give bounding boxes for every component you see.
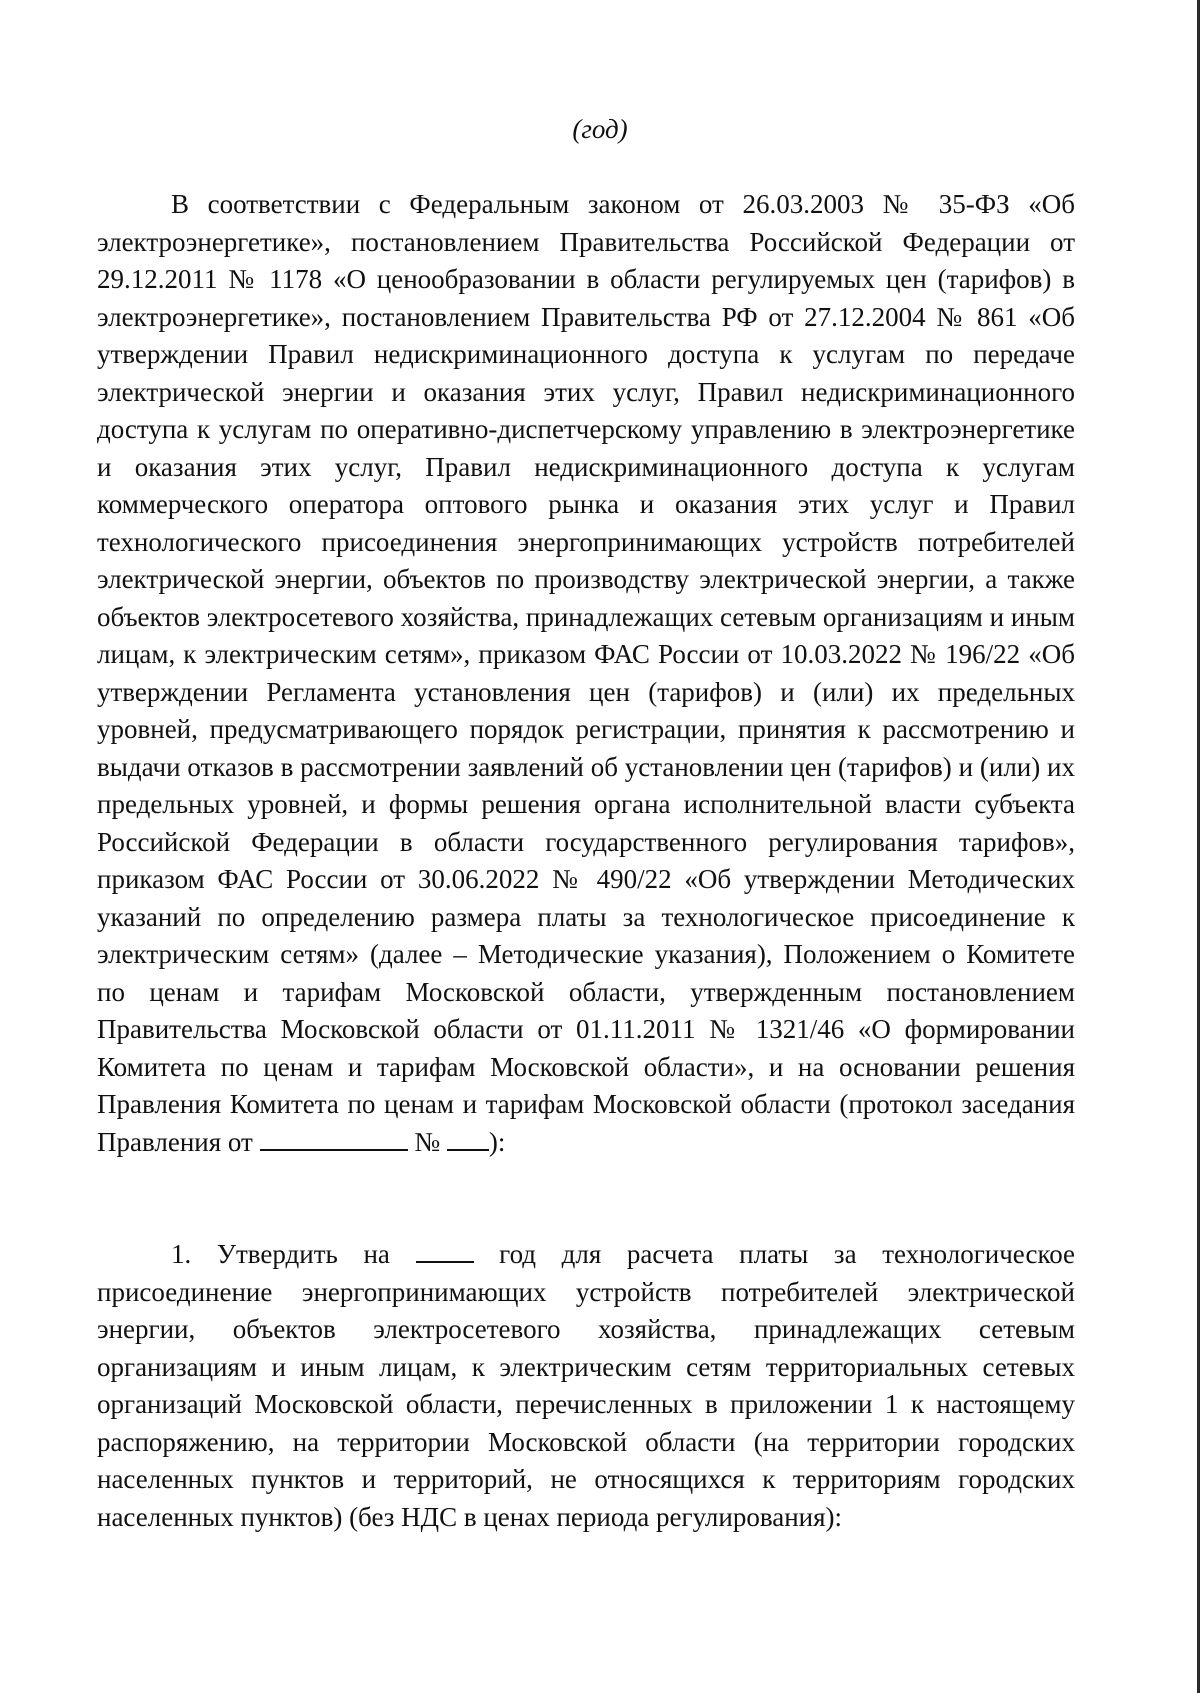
preamble-text: В соответствии с Федеральным законом от 26.03.2003 № 35-ФЗ «Об электроэнергетике», постановлением Правительства Российской Федерации от 29.12.2011 № 1178 «О ценообразовании в области регулируемых цен (тарифов) в электроэнергетике», постановлением Правительства РФ от 27.12.2004 № 861 «Об утверждении Правил недискриминационного доступа к услугам по передаче электрической энергии и оказания этих услуг, Правил недискриминационного доступа к услугам по оперативно-диспетчерскому управлению в электроэнергетике и оказания этих услуг, Правил недискриминационного доступа к услугам коммерческого оператора оптового рынка и оказания этих услуг и Правил технологического присоединения энергопринимающих устройств потребителей электрической энергии, объектов по производству электрической энергии, а также объектов электросетевого хозяйства, принадлежащих сетевым организациям и иным лицам, к электрическим сетям», приказом ФАС России от 10.03.2022 № 196/22 «Об утверждении Регламента установления цен (тарифов) и (или) их предельных уровней, предусматривающего порядок регистрации, принятия к рассмотрению и выдачи отказов в рассмотрении заявлений об установлении цен (тарифов) и (или) их предельных уровней, и формы решения органа исполнительной власти субъекта Российской Федерации в области государственного регулирования тарифов», приказом ФАС России от 30.06.2022 № 490/22 «Об утверждении Методических указаний по определению размера платы за технологическое присоединение к электрическим сетям» (далее – Методические указания), Положением о Комитете по ценам и тарифам Московской области, утвержденным постановлением Правительства Московской области от 01.11.2011 № 1321/46 «О формировании Комитета по ценам и тарифам Московской области», и на основании решения Правления Комитета по ценам и тарифам Московской области (протокол заседания Правления от: [97, 189, 1075, 1157]
item-1-lead: 1. Утвердить на: [171, 1239, 390, 1269]
protocol-number-blank: [447, 1127, 489, 1151]
year-blank: [416, 1239, 474, 1263]
number-sign: №: [414, 1126, 441, 1157]
year-caption: (год): [572, 114, 628, 144]
protocol-date-blank: [260, 1127, 408, 1151]
item-1-body: год для расчета платы за технологическое присоединение энергопринимающих устройств потребителей электрической энергии, объектов электросетевого хозяйства, принадлежащих сетевым организациям и иным лицам, к электрическим сетям территориальных сетевых организаций Московской области, перечисленных в приложении 1 к настоящему распоряжению, на территории Московской области (на территории городских населенных пунктов и территорий, не относящихся к территориям городских населенных пунктов) (без НДС в ценах периода регулирования):: [97, 1239, 1076, 1532]
item-1-paragraph: [97, 1236, 1075, 1536]
preamble-closing: ):: [488, 1126, 506, 1157]
preamble-paragraph: [97, 186, 1075, 1161]
